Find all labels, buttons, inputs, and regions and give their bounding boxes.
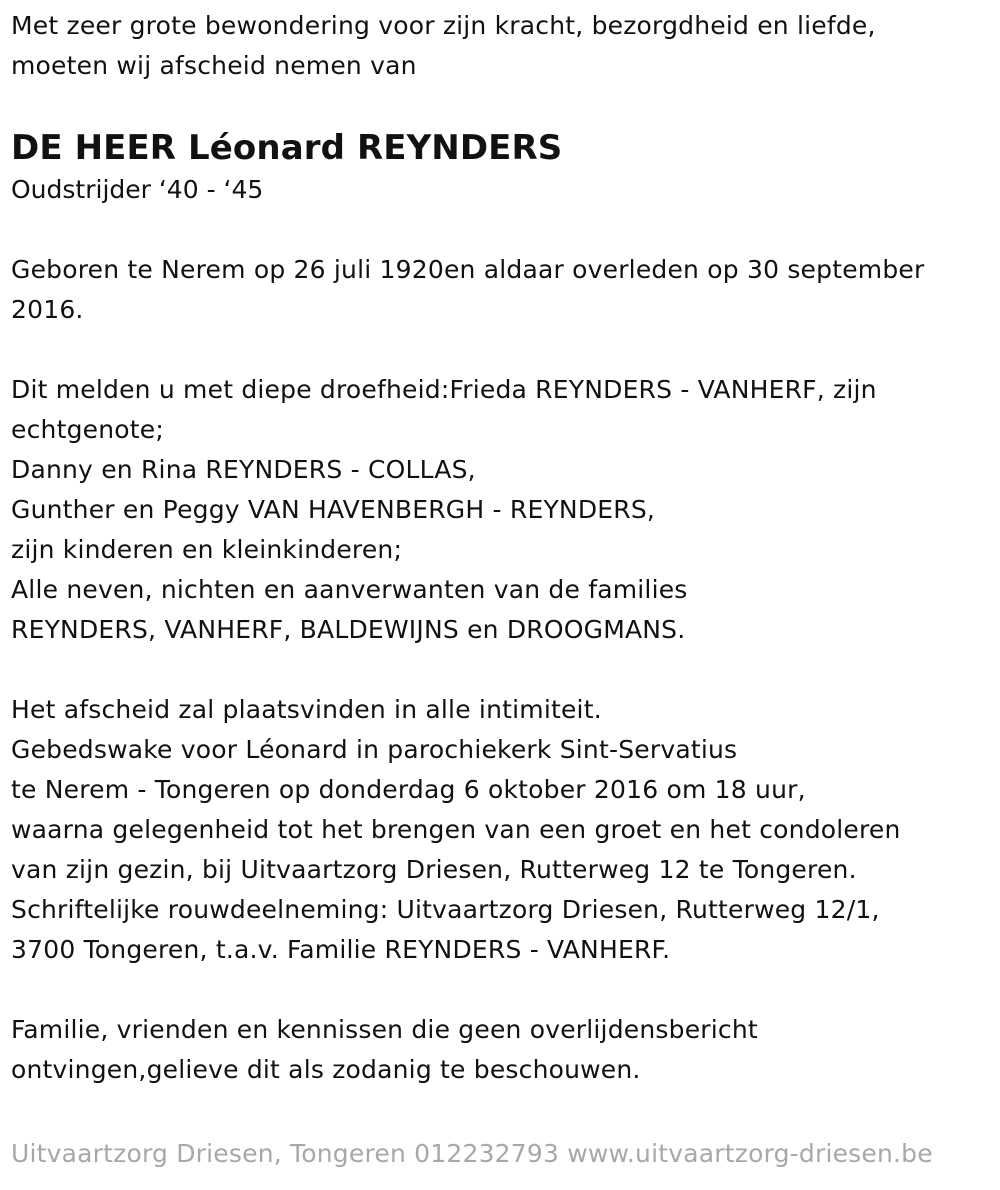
ceremony-line: Schriftelijke rouwdeelneming: Uitvaartzorg Driesen, Rutterweg 12/1,	[11, 895, 880, 924]
deceased-name: DE HEER Léonard REYNDERS	[11, 128, 563, 168]
mourners-line: REYNDERS, VANHERF, BALDEWIJNS en DROOGMANS.	[11, 615, 686, 644]
intro-line-1: Met zeer grote bewondering voor zijn kracht, bezorgdheid en liefde,	[11, 11, 876, 40]
deceased-title: Oudstrijder ‘40 - ‘45	[11, 175, 264, 204]
ceremony-line: 3700 Tongeren, t.a.v. Familie REYNDERS - VANHERF.	[11, 935, 671, 964]
mourners-line: zijn kinderen en kleinkinderen;	[11, 535, 403, 564]
ceremony-line: Gebedswake voor Léonard in parochiekerk Sint-Servatius	[11, 735, 738, 764]
birth-death-line-2: 2016.	[11, 295, 84, 324]
mourners-line: Dit melden u met diepe droefheid:Frieda REYNDERS - VANHERF, zijn	[11, 375, 877, 404]
obituary-notice	[11, 0, 991, 1090]
intro-line-2: moeten wij afscheid nemen van	[11, 51, 417, 80]
ceremony-line: van zijn gezin, bij Uitvaartzorg Driesen, Rutterweg 12 te Tongeren.	[11, 855, 857, 884]
mourners-line: echtgenote;	[11, 415, 164, 444]
ceremony-line: waarna gelegenheid tot het brengen van een groet en het condoleren	[11, 815, 901, 844]
birth-death-line-1: Geboren te Nerem op 26 juli 1920en aldaar overleden op 30 september	[11, 255, 925, 284]
mourners-line: Alle neven, nichten en aanverwanten van de families	[11, 575, 688, 604]
closing-line-2: ontvingen,gelieve dit als zodanig te beschouwen.	[11, 1055, 641, 1084]
funeral-home-footer: Uitvaartzorg Driesen, Tongeren 012232793 www.uitvaartzorg-driesen.be	[11, 1139, 933, 1168]
ceremony-line: te Nerem - Tongeren op donderdag 6 oktober 2016 om 18 uur,	[11, 775, 806, 804]
mourners-line: Danny en Rina REYNDERS - COLLAS,	[11, 455, 476, 484]
ceremony-line: Het afscheid zal plaatsvinden in alle intimiteit.	[11, 695, 602, 724]
closing-line-1: Familie, vrienden en kennissen die geen overlijdensbericht	[11, 1015, 758, 1044]
mourners-line: Gunther en Peggy VAN HAVENBERGH - REYNDERS,	[11, 495, 656, 524]
